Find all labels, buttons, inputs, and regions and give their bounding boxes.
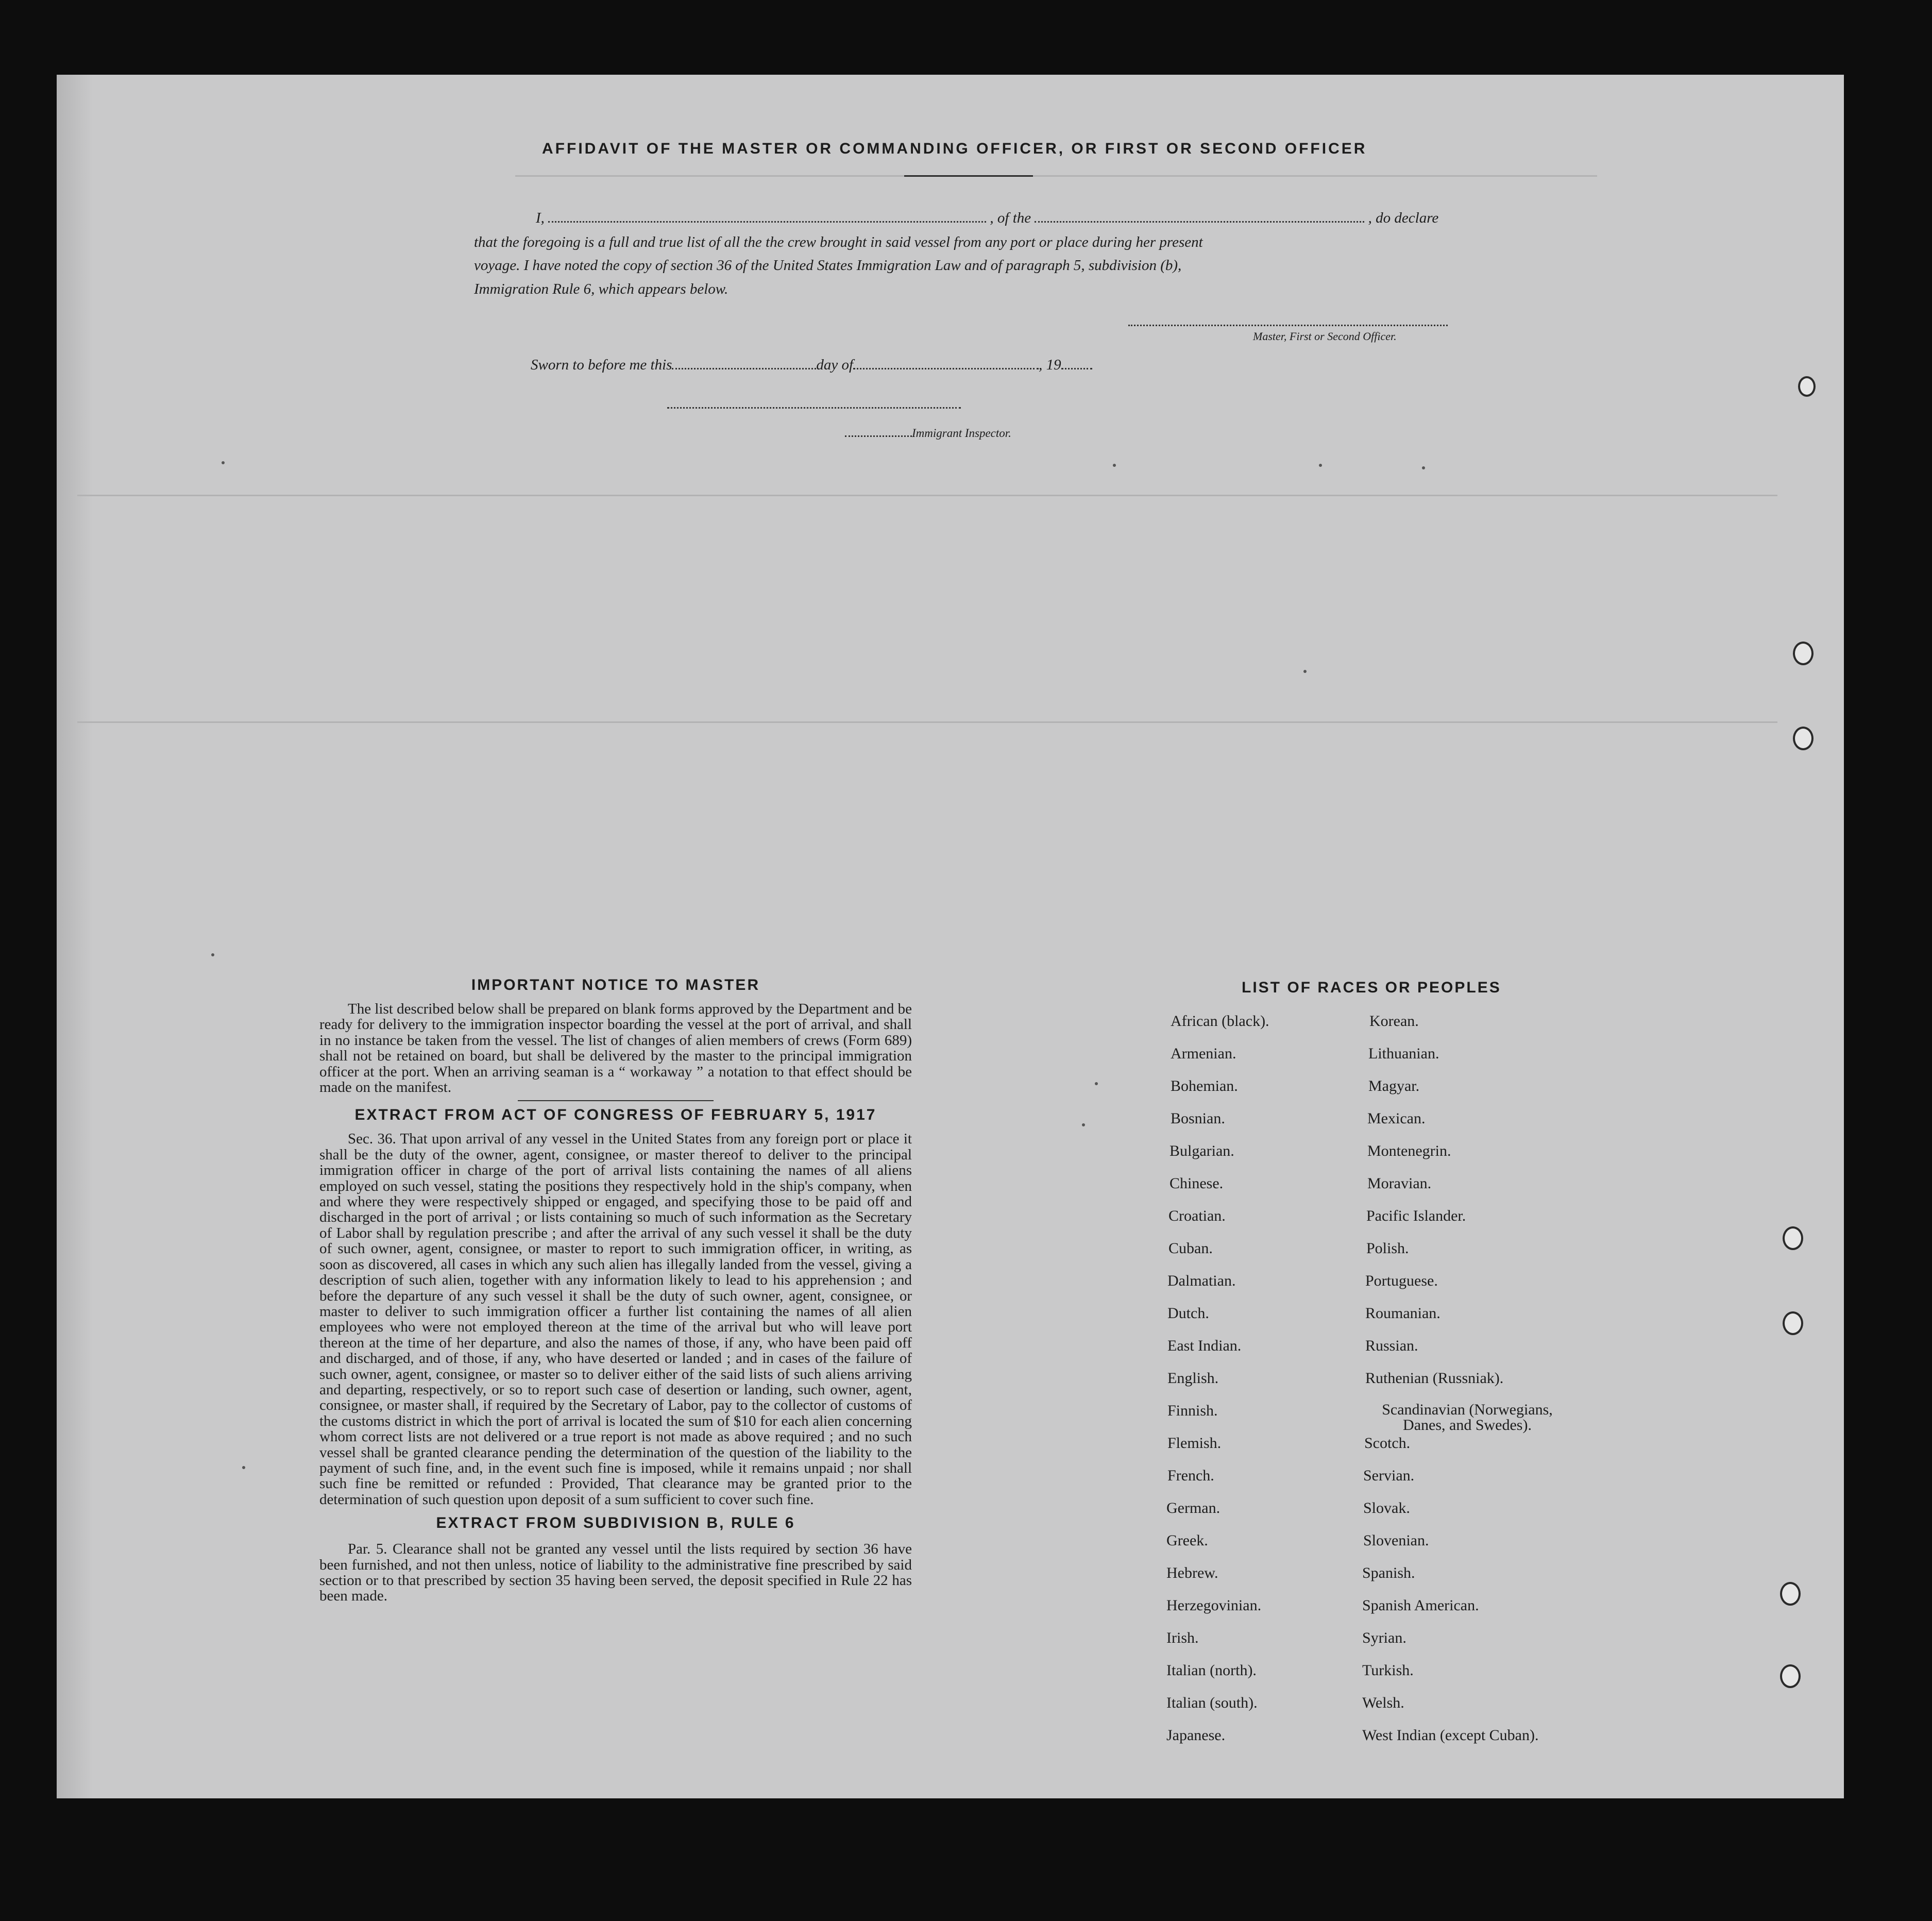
rule-title: EXTRACT FROM SUBDIVISION B, RULE 6	[436, 1514, 795, 1532]
race-item: German.	[1166, 1499, 1221, 1516]
notice-text: The list described below shall be prepared on blank forms approved by the Department and be ready for delivery to the immigration inspector boarding the vessel at the port of arrival, and shall in no instance be taken from the vessel. The list of changes of alien members of crews (Form 689) shall not be retained on board, but shall be delivered by the master to the principal immigration officer at the port. When an arriving seaman is a “ workaway ” a notation to that effect should be made on the manifest.	[319, 1001, 912, 1096]
speck	[1319, 464, 1322, 467]
section-divider	[518, 1100, 714, 1101]
ghost-rule	[77, 721, 1777, 723]
race-item: Russian.	[1365, 1337, 1418, 1354]
race-item: Chinese.	[1170, 1175, 1224, 1192]
affidavit-declare: , do declare	[1368, 210, 1439, 226]
rule-text: Par. 5. Clearance shall not be granted any vessel until the lists required by section 36 have been furnished, and not then unless, notice of liability to the administrative fine prescribed by said section or to that prescribed by section 35 having been served, the deposit specified in Rule 22 has been made.	[319, 1541, 912, 1605]
affidavit-line-1	[474, 206, 1453, 230]
race-item: Bohemian.	[1171, 1077, 1238, 1094]
affidavit-of-the: , of the	[990, 210, 1031, 226]
race-item: Dalmatian.	[1167, 1272, 1236, 1289]
speck	[1422, 466, 1425, 469]
race-item: Irish.	[1166, 1629, 1199, 1646]
name-blank	[548, 221, 986, 223]
race-item: English.	[1167, 1370, 1219, 1387]
race-item: Scotch.	[1364, 1435, 1411, 1452]
race-item: Flemish.	[1167, 1435, 1222, 1452]
race-item: Lithuanian.	[1368, 1045, 1439, 1062]
race-item: Japanese.	[1166, 1727, 1226, 1744]
race-item: Welsh.	[1362, 1694, 1404, 1711]
inspector-line	[845, 427, 1011, 440]
sworn-year-blank	[1061, 368, 1092, 369]
binder-hole	[1780, 1582, 1801, 1606]
race-item: Syrian.	[1362, 1629, 1406, 1646]
signature-blank	[1128, 325, 1448, 326]
notice-block	[319, 976, 912, 1604]
race-item: Finnish.	[1167, 1402, 1218, 1419]
binder-hole	[1798, 376, 1816, 397]
sworn-month-blank	[853, 368, 1039, 369]
title-underline	[904, 175, 1033, 177]
race-item: French.	[1167, 1467, 1214, 1484]
sworn-year: , 19	[1039, 357, 1061, 373]
affidavit-i: I,	[536, 210, 545, 226]
race-item: Turkish.	[1362, 1662, 1414, 1679]
race-item: Polish.	[1366, 1240, 1409, 1257]
race-item: African (black).	[1171, 1013, 1269, 1030]
affidavit-line-4: Immigration Rule 6, which appears below.	[474, 281, 728, 297]
affidavit-line-3: voyage. I have noted the copy of section 36 of the United States Immigration Law and of paragraph 5, subdivision (b),	[474, 257, 1182, 274]
race-item: Servian.	[1363, 1467, 1415, 1484]
act-text: Sec. 36. That upon arrival of any vessel in the United States from any foreign port or place it shall be the duty of the owner, agent, consignee, or master thereof to deliver to the principal immigration officer in charge of the port of arrival lists containing the names of all aliens employed on such vessel, stating the positions they respectively hold in the ship's company, when and where they were respectively shipped or engaged, and specifying those to be paid off and discharged in the port of arrival ; or lists containing so much of such information as the Secretary of Labor shall by regulation prescribe ; and after the arrival of any such vessel it shall be the duty of such owner, agent, consignee, or master to report to such immigration officer, in writing, as soon as discovered, all cases in which any such alien has illegally landed from the vessel, giving a description of such alien, together with any information likely to lead to his apprehension ; and before the departure of any such vessel it shall be the duty of such owner, agent, consignee, or master to deliver to such immigration officer a further list containing the names of all alien employees who were not employed thereon at the time of the arrival but who will leave port thereon at the time of her departure, and also the names of those, if any, who have been paid off and discharged, and of those, if any, who have deserted or landed ; and in cases of the failure of such owner, agent, consignee, or master so to deliver either of the said lists of such aliens arriving and departing, respectively, or so to report such case of desertion or landing, such owner, agent, consignee, or master shall, if required by the Secretary of Labor, pay to the collector of customs of the customs district in which the port of arrival is located the sum of $10 for each alien concerning whom correct lists are not delivered or a true report is not made as above required ; and no such vessel shall be granted clearance pending the determination of the question of the liability to the payment of such fine, and, in the event such fine is imposed, while it remains unpaid ; nor shall such fine be remitted or refunded : Provided, That clearance may be granted prior to the determination of such question upon deposit of a sum sufficient to cover such fine.	[319, 1131, 912, 1508]
race-item: Bulgarian.	[1170, 1142, 1234, 1159]
race-item: West Indian (except Cuban).	[1362, 1727, 1539, 1744]
race-item: Mexican.	[1367, 1110, 1426, 1127]
affidavit-line-2: that the foregoing is a full and true list of all the the crew brought in said vessel from any port or place during her present	[474, 234, 1203, 250]
binder-hole	[1793, 727, 1814, 750]
inspector-signature-blank	[667, 407, 961, 409]
race-item: Dutch.	[1167, 1305, 1209, 1322]
race-item: Slovenian.	[1363, 1532, 1429, 1549]
inspector-caption: Immigrant Inspector.	[912, 427, 1011, 440]
speck	[211, 953, 214, 956]
race-item: Italian (south).	[1166, 1694, 1258, 1711]
race-item: East Indian.	[1167, 1337, 1242, 1354]
race-item: Spanish.	[1362, 1564, 1415, 1581]
sworn-line	[531, 357, 1092, 374]
race-item: Greek.	[1166, 1532, 1208, 1549]
race-item: Roumanian.	[1365, 1305, 1440, 1322]
race-item: Magyar.	[1368, 1077, 1420, 1094]
vessel-blank	[1035, 221, 1364, 223]
race-item: Herzegovinian.	[1166, 1597, 1262, 1614]
race-item: Moravian.	[1367, 1175, 1432, 1192]
binder-hole	[1783, 1311, 1803, 1335]
sworn-prefix: Sworn to before me this	[531, 357, 672, 373]
race-item: Ruthenian (Russniak).	[1365, 1370, 1504, 1387]
race-item: Korean.	[1369, 1013, 1419, 1030]
race-item: Croatian.	[1168, 1207, 1226, 1224]
page-left-shadow	[57, 75, 93, 1798]
race-item: Scandinavian (Norwegians, Danes, and Swedes).	[1382, 1401, 1553, 1434]
race-item: Portuguese.	[1365, 1272, 1438, 1289]
race-item: Slovak.	[1363, 1499, 1410, 1516]
speck	[1095, 1082, 1098, 1085]
inspector-dots	[845, 435, 912, 437]
binder-hole	[1793, 642, 1814, 665]
race-item: Bosnian.	[1171, 1110, 1225, 1127]
speck	[242, 1466, 245, 1469]
race-item: Armenian.	[1171, 1045, 1236, 1062]
sworn-day-of: day of	[816, 357, 854, 373]
race-item: Spanish American.	[1362, 1597, 1479, 1614]
act-title: EXTRACT FROM ACT OF CONGRESS OF FEBRUARY 5, 1917	[354, 1106, 877, 1124]
ghost-rule	[515, 175, 1597, 177]
signature-caption: Master, First or Second Officer.	[1253, 330, 1397, 343]
speck	[1113, 464, 1116, 467]
race-item: Hebrew.	[1166, 1564, 1218, 1581]
races-title: LIST OF RACES OR PEOPLES	[1242, 979, 1501, 996]
race-item: Italian (north).	[1166, 1662, 1257, 1679]
binder-hole	[1780, 1664, 1801, 1688]
speck	[1303, 670, 1307, 673]
race-item: Cuban.	[1168, 1240, 1213, 1257]
sworn-day-blank	[672, 368, 816, 369]
race-item: Pacific Islander.	[1366, 1207, 1466, 1224]
race-item: Montenegrin.	[1367, 1142, 1451, 1159]
ghost-rule	[77, 495, 1777, 496]
speck	[222, 461, 225, 464]
notice-title: IMPORTANT NOTICE TO MASTER	[471, 976, 760, 993]
speck	[1082, 1123, 1085, 1126]
affidavit-title: AFFIDAVIT OF THE MASTER OR COMMANDING OFFICER, OR FIRST OR SECOND OFFICER	[542, 140, 1367, 157]
binder-hole	[1783, 1226, 1803, 1250]
